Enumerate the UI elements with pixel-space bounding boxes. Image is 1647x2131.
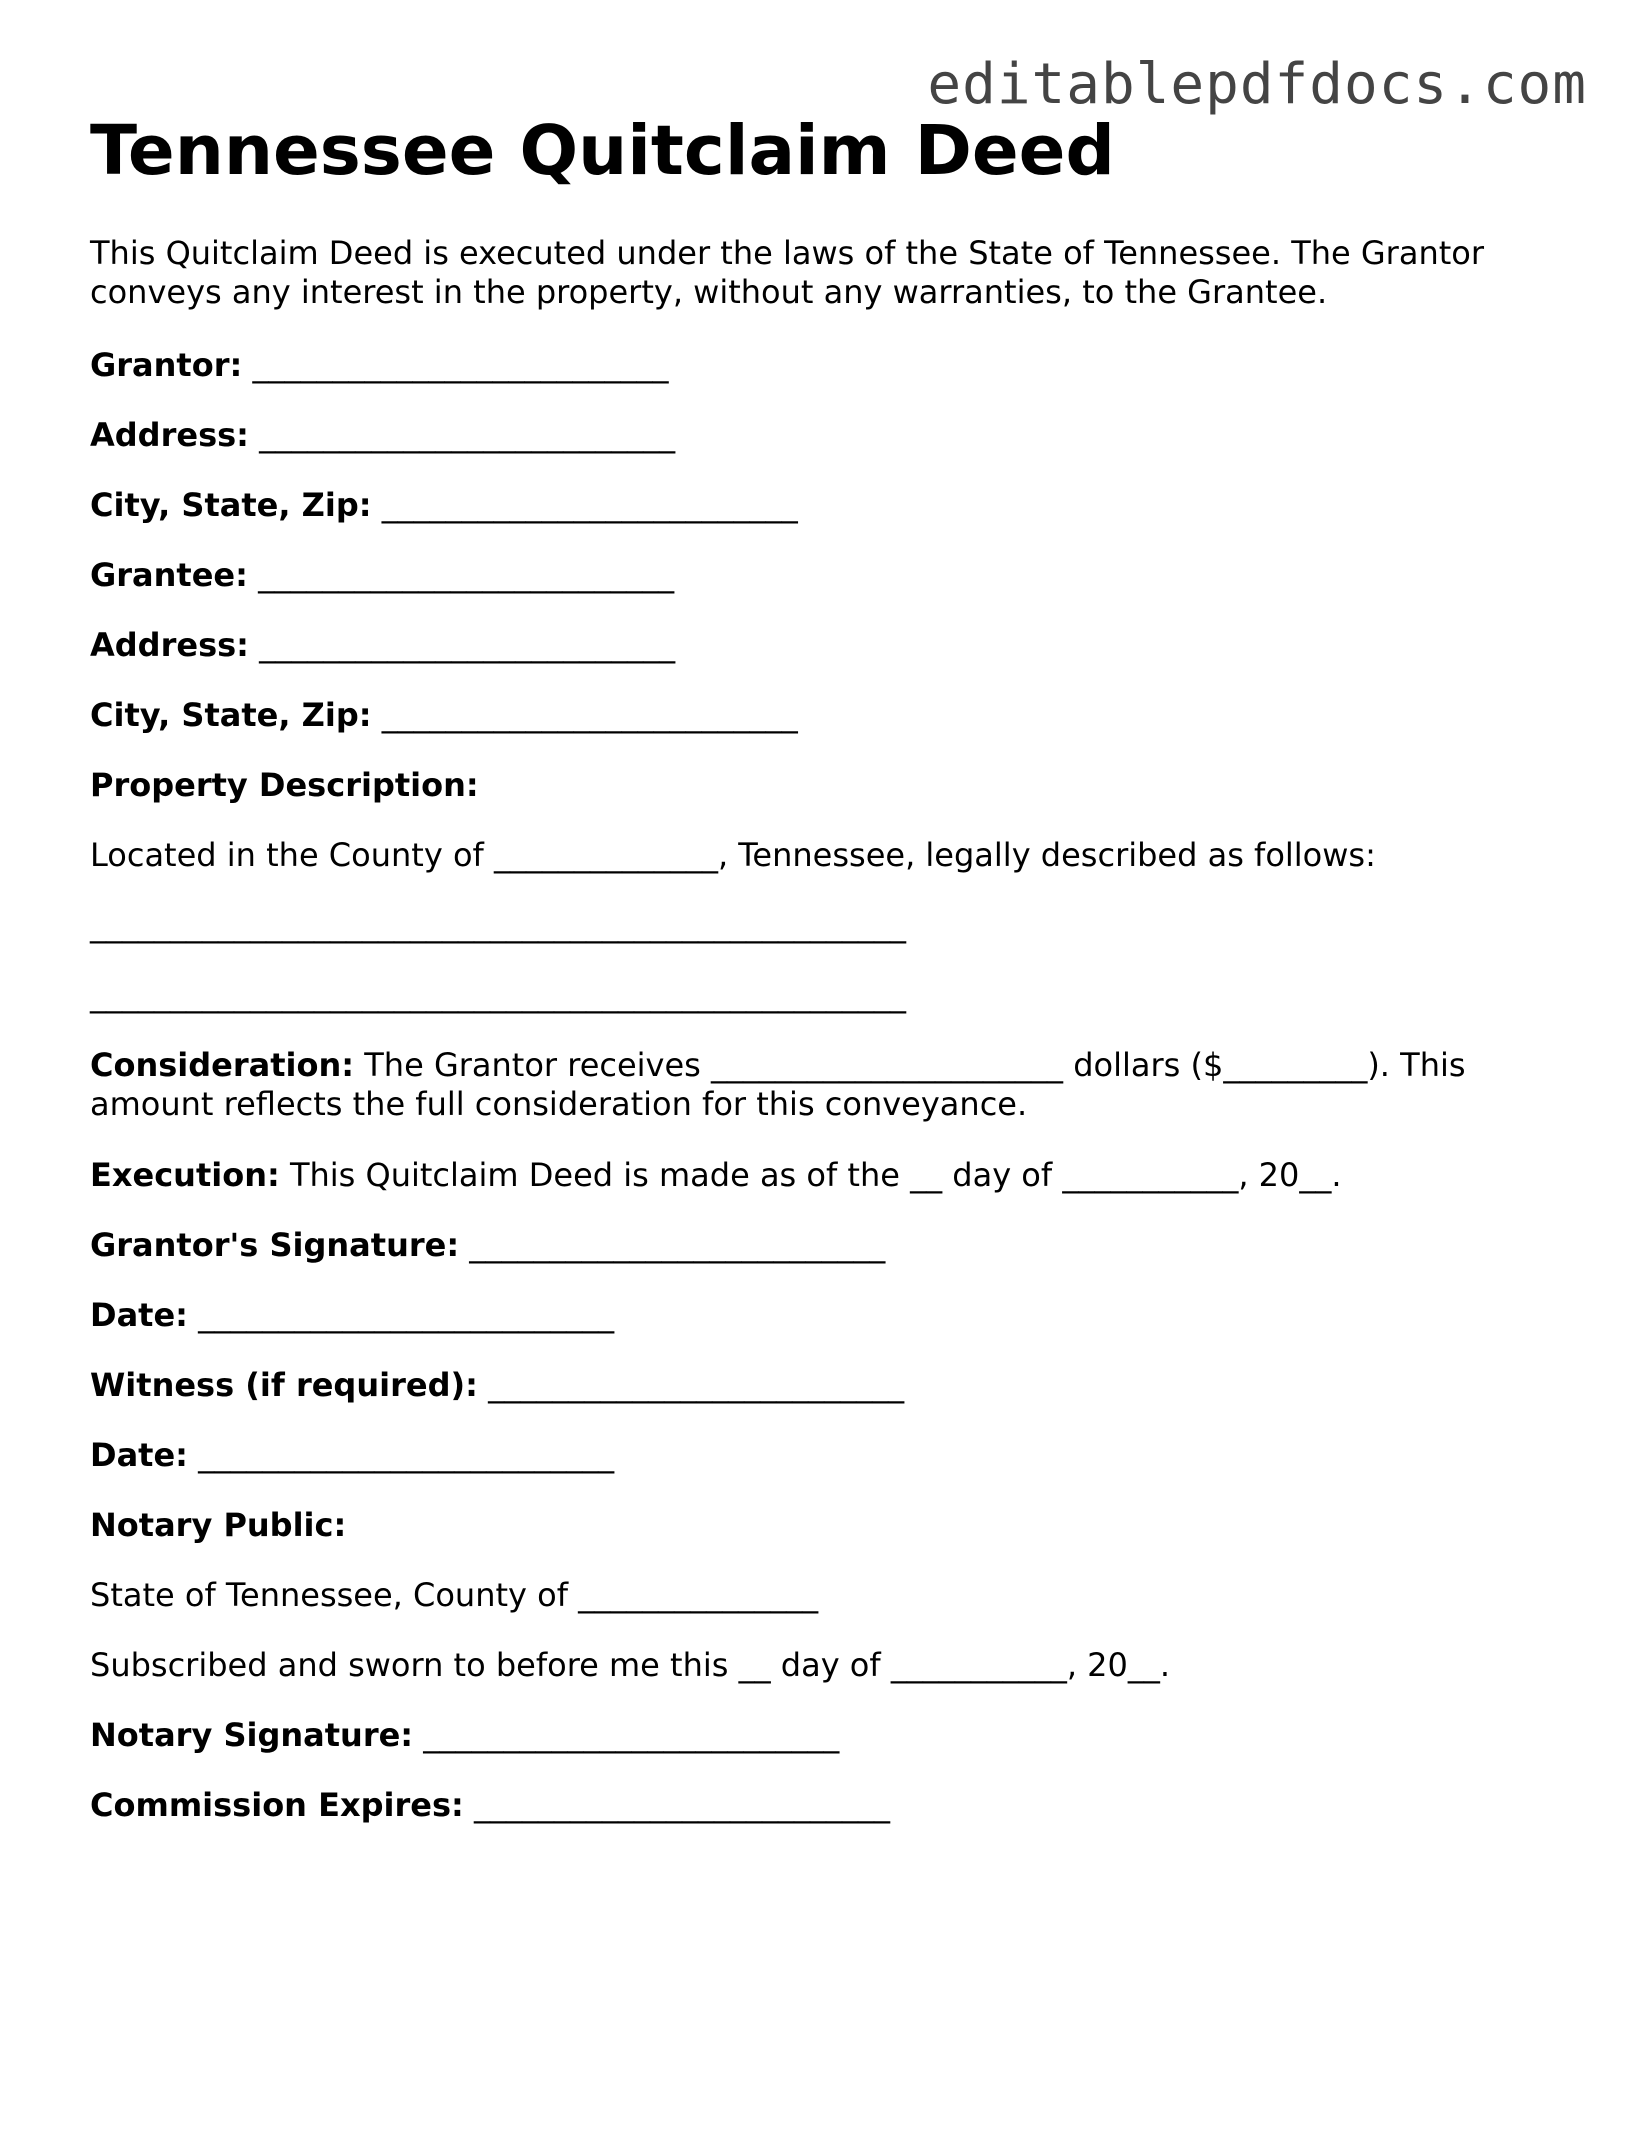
- grantee-csz-blank[interactable]: __________________________: [381, 696, 798, 734]
- witness-date-field: [90, 1436, 614, 1475]
- grantee-name-field: [90, 556, 674, 595]
- watermark: editablepdfdocs.com: [927, 52, 1587, 117]
- grantor-city-state-zip-field: [90, 486, 798, 525]
- notary-signature-label: Notary Signature:: [90, 1716, 414, 1754]
- property-county-line[interactable]: Located in the County of ______________, Tennessee, legally described as follows:: [90, 836, 1376, 874]
- grantee-address-field: [90, 626, 675, 665]
- grantor-label: Grantor:: [90, 346, 243, 384]
- witness-label: Witness (if required):: [90, 1366, 478, 1404]
- grantee-city-state-zip-field: [90, 696, 798, 735]
- grantor-address-blank[interactable]: __________________________: [259, 416, 676, 454]
- commission-expires-field: [90, 1786, 890, 1825]
- grantor-address-field: [90, 416, 675, 455]
- witness-date-label: Date:: [90, 1436, 188, 1474]
- grantor-name-field: [90, 346, 668, 385]
- grantee-address-blank[interactable]: __________________________: [259, 626, 676, 664]
- grantor-signature-field: [90, 1226, 885, 1265]
- grantee-address-label: Address:: [90, 626, 249, 664]
- execution-text[interactable]: This Quitclaim Deed is made as of the __ day of ___________, 20__.: [279, 1156, 1342, 1194]
- grantor-date-label: Date:: [90, 1296, 188, 1334]
- witness-date-blank[interactable]: __________________________: [198, 1436, 615, 1474]
- consideration-label: Consideration:: [90, 1046, 355, 1084]
- grantor-csz-blank[interactable]: __________________________: [381, 486, 798, 524]
- grantor-date-field: [90, 1296, 614, 1335]
- consideration-paragraph: [90, 1046, 1530, 1124]
- grantor-signature-label: Grantor's Signature:: [90, 1226, 460, 1264]
- grantor-blank[interactable]: __________________________: [252, 346, 669, 384]
- commission-expires-label: Commission Expires:: [90, 1786, 464, 1824]
- grantor-csz-label: City, State, Zip:: [90, 486, 372, 524]
- intro-paragraph: This Quitclaim Deed is executed under the laws of the State of Tennessee. The Grantor conveys any interest in the property, without any warranties, to the Grantee.: [90, 234, 1484, 311]
- notary-sworn-line[interactable]: Subscribed and sworn to before me this __ day of ___________, 20__.: [90, 1646, 1171, 1684]
- grantee-csz-label: City, State, Zip:: [90, 696, 372, 734]
- consideration-text[interactable]: The Grantor receives ______________________ dollars ($_________). This amount reflects the full consideration for this conveyance.: [90, 1046, 1466, 1123]
- property-description-heading: Property Description:: [90, 766, 479, 804]
- page-title: Tennessee Quitclaim Deed: [90, 111, 1115, 191]
- witness-field: [90, 1366, 904, 1405]
- grantee-label: Grantee:: [90, 556, 248, 594]
- notary-signature-field: [90, 1716, 839, 1755]
- execution-label: Execution:: [90, 1156, 280, 1194]
- execution-paragraph: [90, 1156, 1342, 1195]
- witness-blank[interactable]: __________________________: [488, 1366, 905, 1404]
- grantee-blank[interactable]: __________________________: [258, 556, 675, 594]
- grantor-date-blank[interactable]: __________________________: [198, 1296, 615, 1334]
- commission-expires-blank[interactable]: __________________________: [473, 1786, 890, 1824]
- notary-state-county-line[interactable]: State of Tennessee, County of _______________: [90, 1576, 819, 1614]
- grantor-address-label: Address:: [90, 416, 249, 454]
- grantor-signature-blank[interactable]: __________________________: [469, 1226, 886, 1264]
- notary-signature-blank[interactable]: __________________________: [423, 1716, 840, 1754]
- property-description-line-1[interactable]: ___________________________________________________: [90, 906, 906, 944]
- property-description-line-2[interactable]: ___________________________________________________: [90, 976, 906, 1014]
- notary-public-heading: Notary Public:: [90, 1506, 347, 1544]
